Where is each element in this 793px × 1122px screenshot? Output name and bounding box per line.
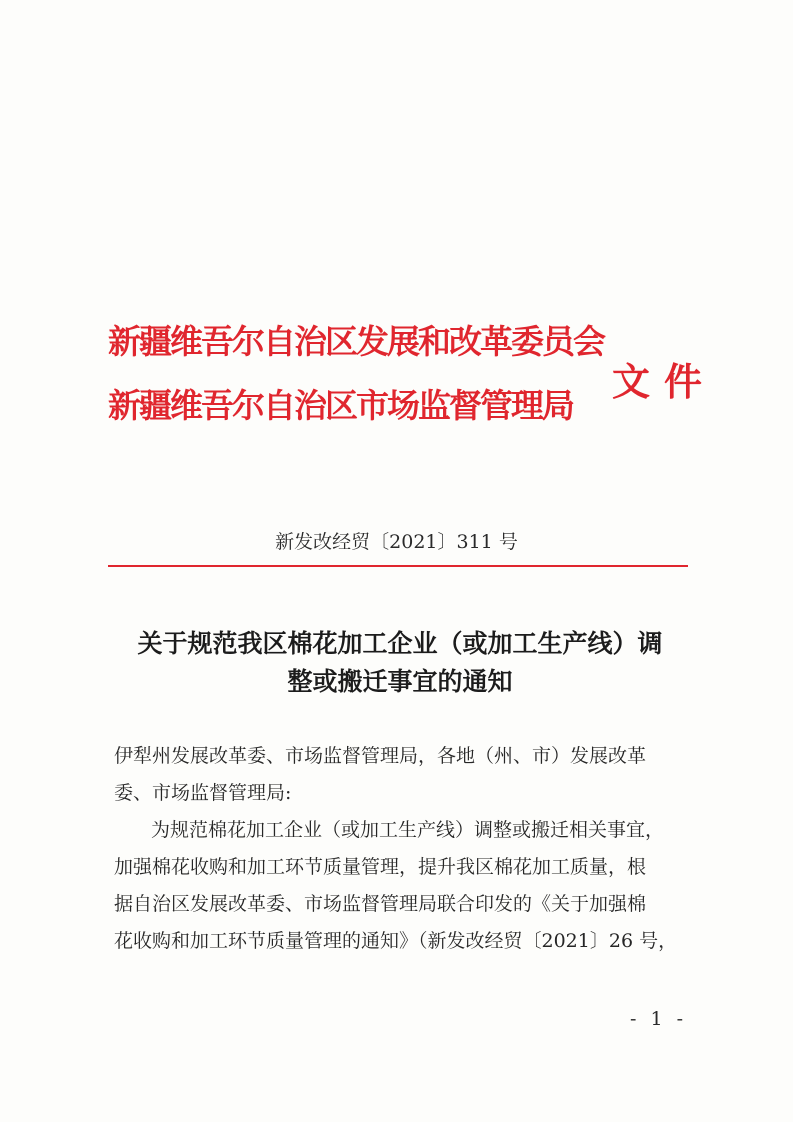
- document-number: 新发改经贸〔2021〕311 号: [275, 531, 518, 553]
- notice-title: [100, 625, 700, 701]
- salutation: [114, 738, 684, 812]
- page-number: - 1 -: [630, 1008, 688, 1030]
- issuing-authorities: [108, 322, 608, 426]
- paragraph-line: 为规范棉花加工企业（或加工生产线）调整或搬迁相关事宜，: [151, 819, 665, 841]
- issuer-line-market-regulation: 新疆维吾尔自治区市场监督管理局: [108, 386, 573, 425]
- paragraph-line: 据自治区发展改革委、市场监督管理局联合印发的《关于加强棉: [114, 893, 647, 915]
- salutation-line: 伊犁州发展改革委、市场监督管理局，各地（州、市）发展改革: [114, 745, 647, 767]
- title-line: 关于规范我区棉花加工企业（或加工生产线）调: [137, 629, 663, 658]
- document-label: 文件: [612, 359, 717, 404]
- notice-body: [114, 738, 684, 960]
- body-paragraph: [114, 812, 684, 960]
- salutation-line: 委、市场监督管理局:: [114, 782, 292, 804]
- red-divider-line: [108, 565, 688, 567]
- title-line: 整或搬迁事宜的通知: [287, 667, 513, 696]
- paragraph-line: 花收购和加工环节质量管理的通知》（新发改经贸〔2021〕26 号，: [114, 930, 678, 952]
- paragraph-line: 加强棉花收购和加工环节质量管理，提升我区棉花加工质量，根: [114, 856, 647, 878]
- issuer-line-ndrc: 新疆维吾尔自治区发展和改革委员会: [108, 322, 604, 361]
